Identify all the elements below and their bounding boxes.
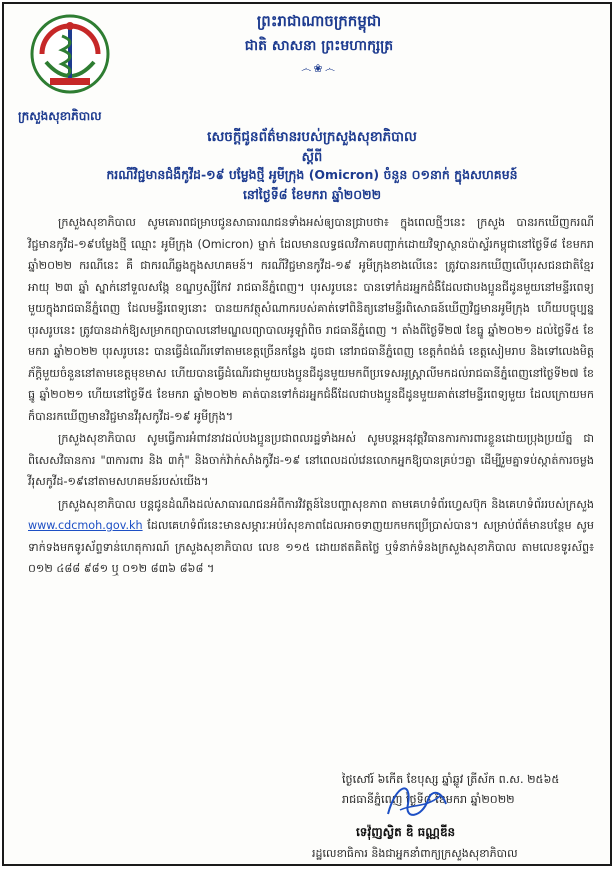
paragraph-case-details: ក្រសួងសុខាភិបាល សូមគោរពជម្រាបជូនសាធារណជនទាំងអស់ឲ្យបានជ្រាបថា៖ ក្នុងពេលថ្មីៗនេះ ក្រសួង បានរកឃើញករណីវិជ្ជមានកូវីដ-១៩បម្លែងថ្មី ឈ្មោះ អូមីក្រុង (Omicron) ម្នាក់ ដែលមានលទ្ធផលវិភាគបញ្ជាក់ដោយវិទ្យាស្ថានប៉ាស្ទ័រកម្ពុជានៅថ្ងៃទី៨ ខែមករា ឆ្នាំ២០២២ ករណីនេះ គឺ ជាករណីឆ្លងក្នុងសហគមន៍។ ករណីវិជ្ជមានកូវីដ-១៩ អូមីក្រុងខាងលើនេះ ត្រូវបានរកឃើញលើបុរសជនជាតិខ្មែរ អាយុ ២៣ ឆ្នាំ ស្នាក់នៅទួលសង្កែ ខណ្ឌឫស្សីកែវ រាជធានីភ្នំពេញ។ បុរសរូបនេះ បានទៅកំដរអ្នកជំងឺដែលជាបងប្អូនជីដូនមួយនៅមន្ទីរពេទ្យមួយក្នុងរាជធានីភ្នំពេញ ដែលមន្ទីរពេទ្យនោះ បានយកវត្ថុសំណាករបស់គាត់ទៅពិនិត្យនៅមន្ទីរពិសោធន៍ឃើញវិជ្ជមានអូមីក្រុង ហើយបច្ចុប្បន្ន បុរសរូបនេះ ត្រូវបានដាក់ឱ្យសម្រាកព្យាបាលនៅមណ្ឌលព្យាបាលអូឡាំពិច រាជធានីភ្នំពេញ ។ តាំងពីថ្ងៃទី២៧ ខែធ្នូ ឆ្នាំ២០២១ ដល់ថ្ងៃទី៥ ខែមករា ឆ្នាំ២០២២ បុរសរូបនេះ បានធ្វើដំណើរទៅតាមខេត្តច្រើនកន្លែង ដូចជា នៅរាជធានីភ្នំពេញ ខេត្តកំពង់ធំ ខេត្តសៀមរាប និងទៅលេងមិត្តភ័ក្តិមួយចំនួននៅតាមខេត្តមុខមាស ហើយបានធ្វើដំណើរជាមួយបងប្អូនជីដូនមួយមកពីប្រទេសអូស្ត្រាលីមកដល់រាជធានីភ្នំពេញនៅថ្ងៃទី២៧ ខែធ្នូ ឆ្នាំ២០២១ ហើយនៅថ្ងៃទី៥ ខែមករា ឆ្នាំ២០២២ គាត់បានទៅកំដរអ្នកជំងឺដែលជាបងប្អូនជីដូនមួយគាត់នៅមន្ទីរពេទ្យមួយ ដែលក្រោយមកក៏បានរកឃើញមានវិជ្ជមានវីរុសកូវីដ-១៩ អូមីក្រុង។: [28, 216, 594, 423]
signature-icon: [382, 774, 452, 826]
kingdom-heading: ព្រះរាជាណាចក្រកម្ពុជា: [256, 12, 382, 30]
document-body: [28, 212, 594, 581]
contact-text-end: ដែលគេហទំព័រនេះមានសម្ភារៈអប់រំសុខភាពដែលអាចទាញយកមកប្រើប្រាស់បាន។ សម្រាប់ព័ត៌មានបន្ថែម សូមទាក់ទងមកទូរស័ព្ទទាន់ហេតុការណ៍ ក្រសួងសុខាភិបាល លេខ ១១៥ ដោយឥតគិតថ្លៃ ឬទំនាក់ទំនងក្រសួងសុខាភិបាល តាមលេខទូរស័ព្ទ៖ ០១២ ៤៨៨ ៩៨១ ឬ ០១២ ៨៣៦ ៨៦៨ ។: [28, 519, 594, 575]
ministry-name: ក្រសួងសុខាភិបាល: [18, 109, 102, 123]
ministry-of-health-logo-icon: [28, 12, 112, 96]
document-subtitle-regarding: ស្តីពី: [301, 150, 323, 165]
signer-position: រដ្ឋលេខាធិការ និងជាអ្នកនាំពាក្យក្រសួងសុខាភិបាល: [312, 847, 518, 860]
paragraph-appeal: ក្រសួងសុខាភិបាល សូមធ្វើការអំពាវនាវដល់បងប្អូនប្រជាពលរដ្ឋទាំងអស់ សូមបន្តអនុវត្តវិធានការការពារខ្លួនដោយប្រុងប្រយ័ត្ន ជាពិសេសវិធានការ "៣ការពារ និង ៣កុំ" និងចាក់វ៉ាក់សាំងកូវីដ-១៩ នៅពេលដល់វេនលោកអ្នកឱ្យបានគ្រប់ៗគ្នា ដើម្បីរួមគ្នាទប់ស្កាត់ការចម្លងវីរុសកូវីដ-១៩នៅតាមសហគមន៍របស់យើង។: [28, 432, 594, 488]
document-frame: [2, 2, 612, 866]
signer-name: ទេវ៉ុញស្លិត ឌិ ធណ្ណឌីន: [356, 825, 456, 839]
document-title: សេចក្តីជូនព័ត៌មានរបស់ក្រសួងសុខាភិបាល: [207, 129, 417, 145]
document-subject: ករណីវិជ្ជមានជំងឺកូវីដ-១៩ បម្លែងថ្មី អូមីក្រុង (Omicron) ចំនួន ០១នាក់ ក្នុងសហគមន៍: [106, 167, 518, 182]
paragraph-contact: [28, 494, 594, 580]
ornament-divider: ෴❀෴: [300, 62, 338, 75]
solar-date: រាជធានីភ្នំពេញ ថ្ងៃទី៨ ខែមករា ឆ្នាំ២០២២: [342, 793, 515, 806]
motto-heading: ជាតិ សាសនា ព្រះមហាក្សត្រ: [244, 38, 394, 54]
website-link[interactable]: www.cdcmoh.gov.kh: [28, 519, 143, 532]
document-subject-date: នៅថ្ងៃទី៨ ខែមករា ឆ្នាំ២០២២: [242, 187, 382, 202]
lunar-date: ថ្ងៃសៅរ៍ ៦កើត ខែបុស្ស ឆ្នាំឆ្លូវ ត្រីស័ក ព.ស. ២៥៦៥: [342, 773, 560, 786]
contact-text-start: ក្រសួងសុខាភិបាល បន្តជូនដំណឹងដល់សាធារណជនអំពីការវិវត្តន៍នៃបញ្ហាសុខភាព តាមគេហទំព័រហ្វេសប៊ុក និងគេហទំព័ររបស់ក្រសួង: [58, 497, 594, 511]
